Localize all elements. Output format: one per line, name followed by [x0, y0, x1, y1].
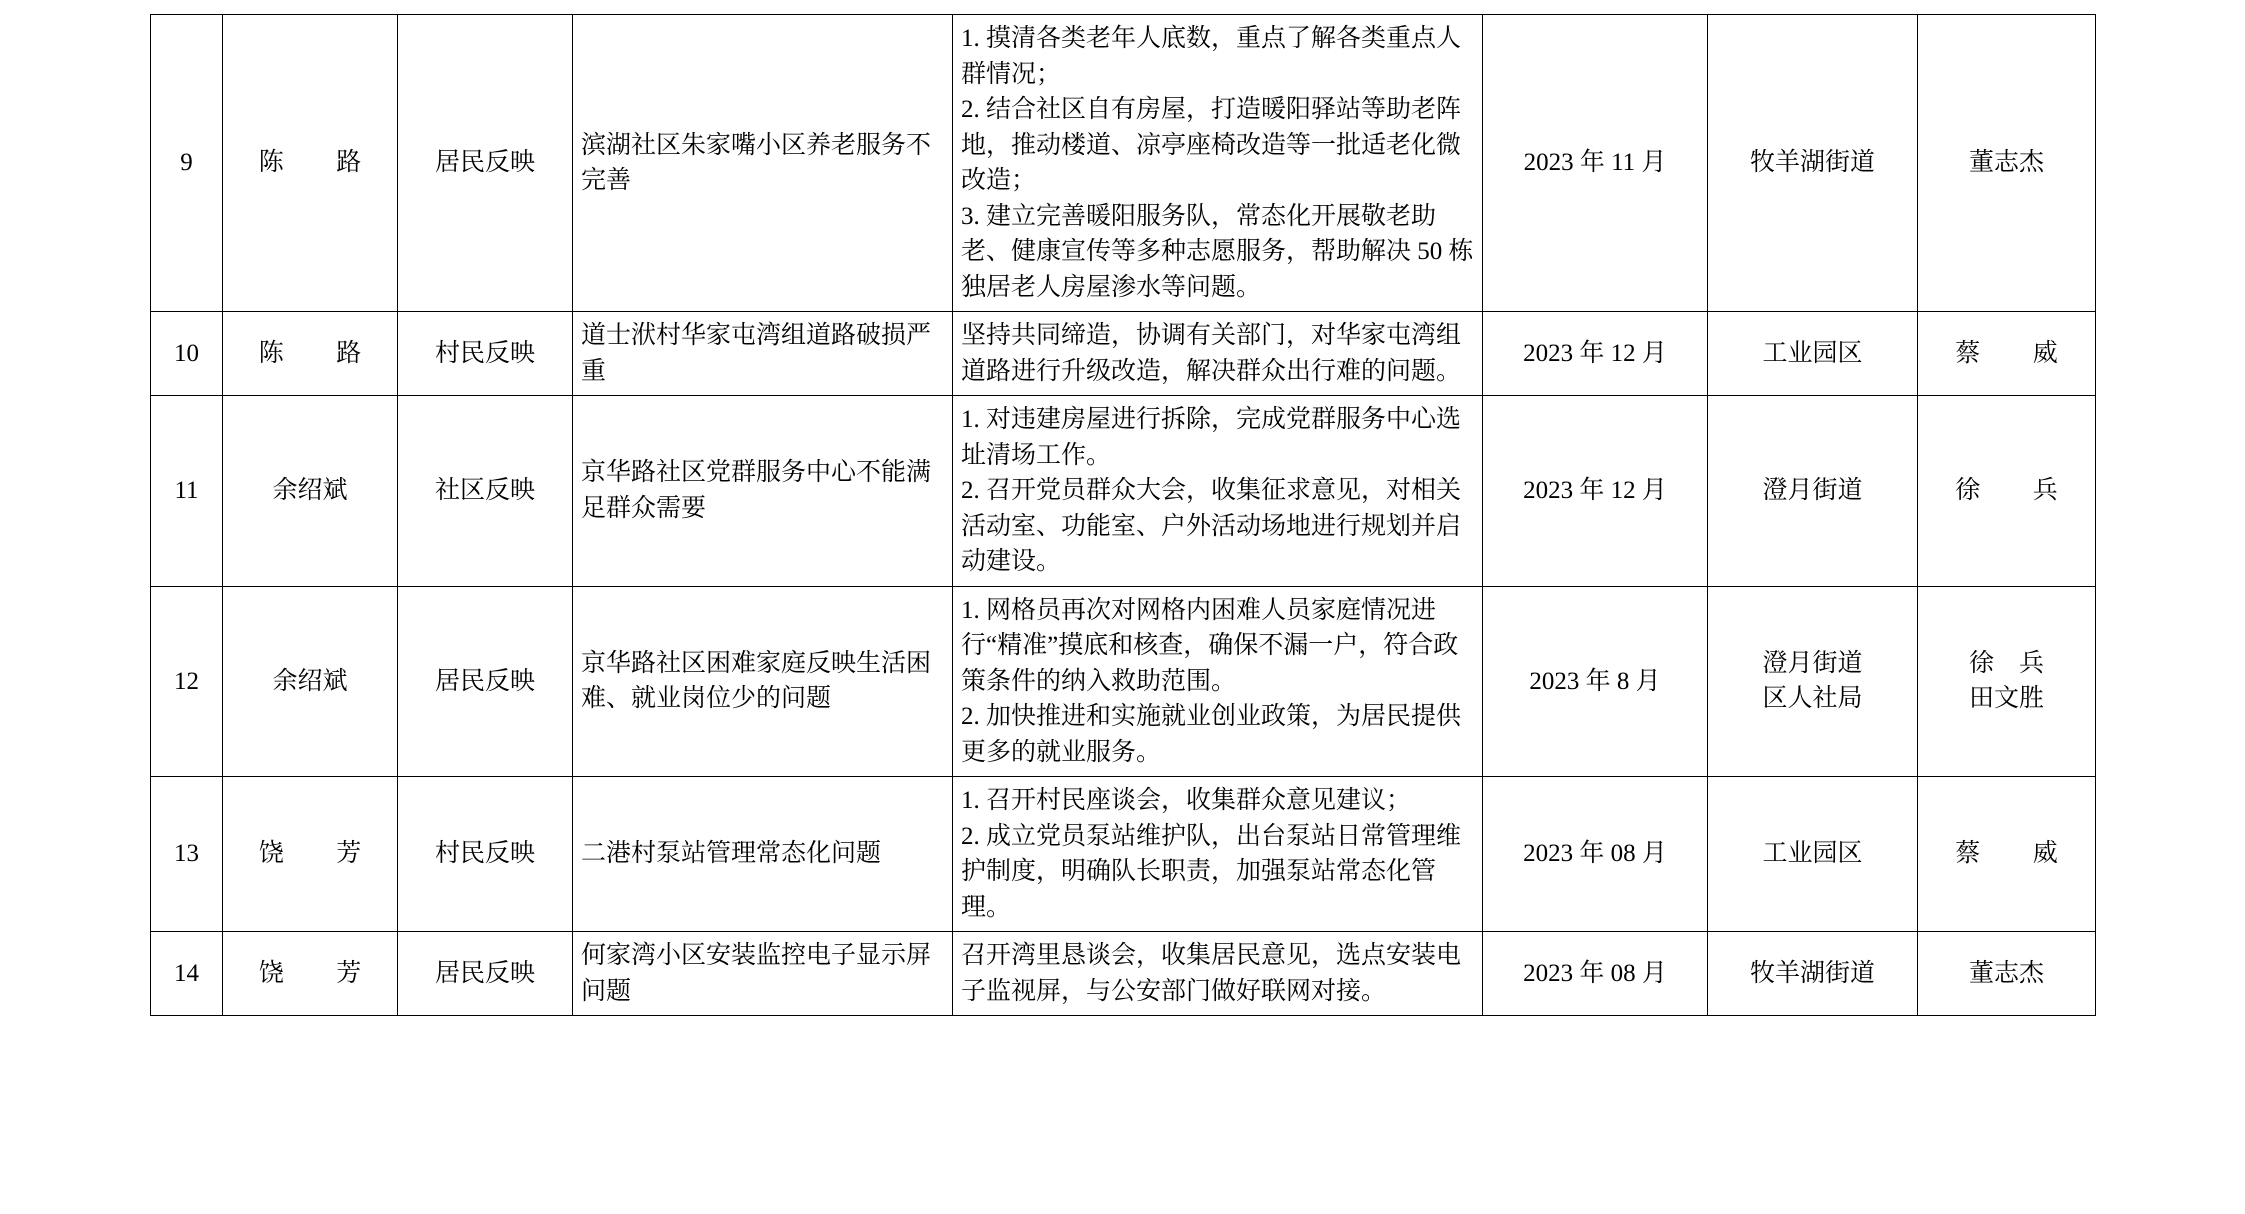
- cell-issue: 何家湾小区安装监控电子显示屏问题: [573, 932, 953, 1016]
- cell-person-name: [223, 777, 398, 932]
- cell-serial-number: 10: [151, 312, 223, 396]
- cell-responsible-person: [1918, 15, 2096, 312]
- cell-source: 居民反映: [398, 586, 573, 777]
- cell-source: 居民反映: [398, 932, 573, 1016]
- responsible-person-line: 董志杰: [1968, 149, 2044, 177]
- measure-line: 2. 成立党员泵站维护队，出台泵站日常管理维护制度，明确队长职责，加强泵站常态化管理。: [961, 822, 1462, 921]
- cell-serial-number: 9: [151, 15, 223, 312]
- cell-responsible-person: [1918, 586, 2096, 777]
- cell-serial-number: 11: [151, 396, 223, 587]
- measure-line: 坚持共同缔造，协调有关部门，对华家屯湾组道路进行升级改造，解决群众出行难的问题。: [961, 322, 1462, 385]
- cell-issue: 京华路社区党群服务中心不能满足群众需要: [573, 396, 953, 587]
- measure-line: 2. 加快推进和实施就业创业政策，为居民提供更多的就业服务。: [961, 703, 1462, 766]
- responsible-person-line: 田文胜: [1968, 685, 2044, 713]
- cell-person-name: [223, 312, 398, 396]
- table-row: [151, 15, 2096, 312]
- cell-deadline: 2023 年 12 月: [1483, 312, 1708, 396]
- responsible-person-line: [1926, 836, 2087, 872]
- responsible-unit-line: 澄月街道: [1762, 649, 1863, 677]
- cell-measures: [953, 15, 1483, 312]
- cell-deadline: 2023 年 11 月: [1483, 15, 1708, 312]
- person-name-text: 余绍斌: [272, 667, 348, 695]
- cell-measures: [953, 396, 1483, 587]
- cell-responsible-unit: [1708, 312, 1918, 396]
- cell-serial-number: 14: [151, 932, 223, 1016]
- measure-line: 3. 建立完善暖阳服务队，常态化开展敬老助老、健康宣传等多种志愿服务，帮助解决 50 栋独居老人房屋渗水等问题。: [961, 202, 1474, 301]
- cell-measures: [953, 586, 1483, 777]
- cell-issue: 道士洑村华家屯湾组道路破损严重: [573, 312, 953, 396]
- responsible-unit-line: 牧羊湖街道: [1749, 959, 1875, 987]
- responsible-person-text: 蔡 威: [1955, 339, 2072, 367]
- measure-line: 1. 召开村民座谈会，收集群众意见建议；: [961, 787, 1412, 814]
- cell-serial-number: 13: [151, 777, 223, 932]
- cell-deadline: 2023 年 08 月: [1483, 777, 1708, 932]
- table-row: [151, 777, 2096, 932]
- person-name-text: 饶 芳: [258, 959, 375, 987]
- cell-responsible-unit: [1708, 586, 1918, 777]
- person-name-text: 余绍斌: [272, 477, 348, 504]
- cell-responsible-person: [1918, 777, 2096, 932]
- table-row: [151, 396, 2096, 587]
- cell-deadline: 2023 年 08 月: [1483, 932, 1708, 1016]
- cell-measures: [953, 312, 1483, 396]
- measure-line: 2. 召开党员群众大会，收集征求意见，对相关活动室、功能室、户外活动场地进行规划并启动建设。: [961, 477, 1462, 575]
- measure-line: 1. 摸清各类老年人底数，重点了解各类重点人群情况；: [961, 25, 1462, 88]
- cell-issue: 京华路社区困难家庭反映生活困难、就业岗位少的问题: [573, 586, 953, 777]
- cell-person-name: [223, 932, 398, 1016]
- measure-line: 1. 网格员再次对网格内困难人员家庭情况进行“精准”摸底和核查，确保不漏一户，符合政策条件的纳入救助范围。: [961, 596, 1459, 695]
- cell-responsible-person: [1918, 396, 2096, 587]
- cell-issue: 二港村泵站管理常态化问题: [573, 777, 953, 932]
- cell-source: 居民反映: [398, 15, 573, 312]
- person-name-text: 饶 芳: [258, 840, 375, 868]
- responsible-person-text: 徐 兵: [1955, 477, 2072, 504]
- cell-serial-number: 12: [151, 586, 223, 777]
- cell-issue: 滨湖社区朱家嘴小区养老服务不完善: [573, 15, 953, 312]
- responsible-unit-line: 牧羊湖街道: [1749, 149, 1875, 177]
- cell-measures: [953, 932, 1483, 1016]
- cell-responsible-person: [1918, 312, 2096, 396]
- responsible-person-line: 徐 兵: [1968, 649, 2044, 677]
- cell-person-name: [223, 15, 398, 312]
- responsible-unit-line: 工业园区: [1762, 840, 1863, 868]
- issue-tracking-table: [150, 14, 2096, 1016]
- cell-responsible-unit: [1708, 396, 1918, 587]
- cell-responsible-unit: [1708, 15, 1918, 312]
- person-name-text: 陈 路: [258, 149, 375, 177]
- responsible-person-text: 蔡 威: [1955, 840, 2072, 868]
- responsible-person-line: [1926, 473, 2087, 509]
- table-row: [151, 586, 2096, 777]
- responsible-unit-line: 工业园区: [1762, 339, 1863, 367]
- cell-responsible-unit: [1708, 932, 1918, 1016]
- person-name-text: 陈 路: [258, 339, 375, 367]
- measure-line: 召开湾里恳谈会，收集居民意见，选点安装电子监视屏，与公安部门做好联网对接。: [961, 942, 1462, 1005]
- table-body: [151, 15, 2096, 1016]
- cell-responsible-unit: [1708, 777, 1918, 932]
- responsible-unit-line: 澄月街道: [1762, 477, 1863, 504]
- responsible-person-line: 董志杰: [1968, 959, 2044, 987]
- cell-source: 村民反映: [398, 777, 573, 932]
- cell-source: 社区反映: [398, 396, 573, 587]
- cell-measures: [953, 777, 1483, 932]
- measure-line: 2. 结合社区自有房屋，打造暖阳驿站等助老阵地，推动楼道、凉亭座椅改造等一批适老化微改造；: [961, 96, 1462, 194]
- measure-line: 1. 对违建房屋进行拆除，完成党群服务中心选址清场工作。: [961, 406, 1462, 469]
- table-row: [151, 932, 2096, 1016]
- cell-person-name: [223, 586, 398, 777]
- cell-person-name: [223, 396, 398, 587]
- cell-deadline: 2023 年 8 月: [1483, 586, 1708, 777]
- responsible-person-line: [1926, 336, 2087, 372]
- responsible-unit-line: 区人社局: [1762, 685, 1863, 713]
- cell-source: 村民反映: [398, 312, 573, 396]
- table-row: [151, 312, 2096, 396]
- cell-deadline: 2023 年 12 月: [1483, 396, 1708, 587]
- cell-responsible-person: [1918, 932, 2096, 1016]
